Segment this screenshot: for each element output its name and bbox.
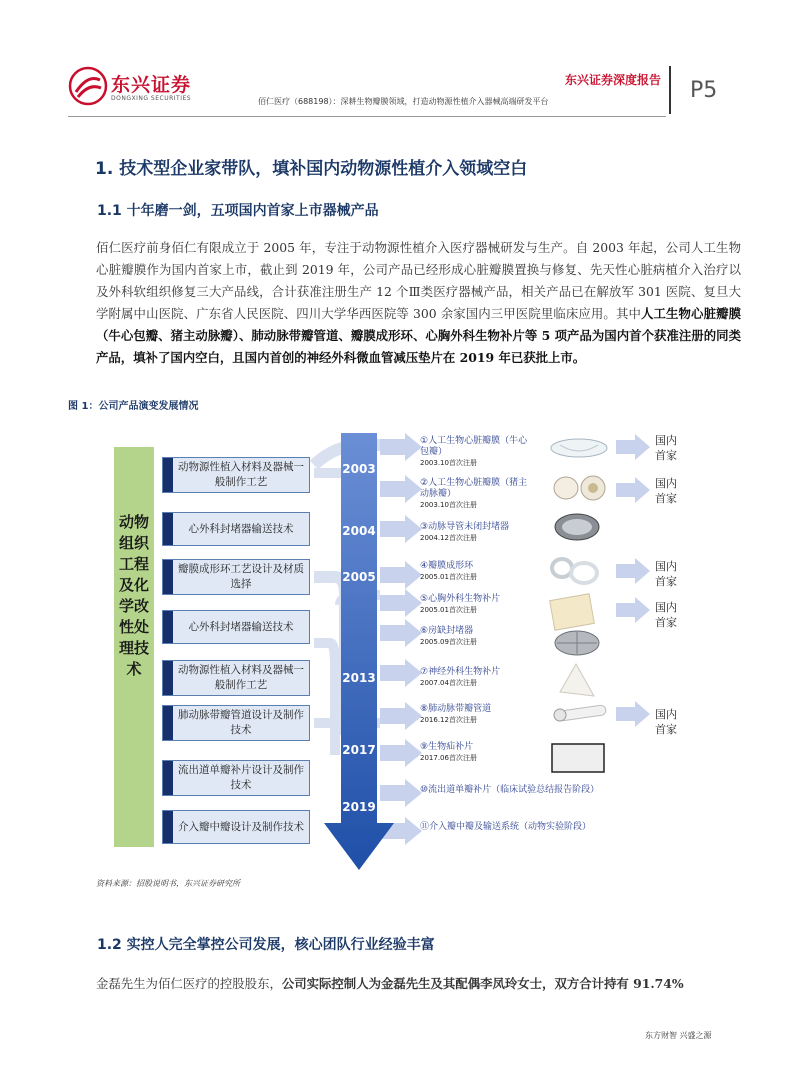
product-label: [420, 436, 530, 469]
paragraph-bold-text: 人工生物心脏瓣膜（牛心包瓣、猪主动脉瓣）、肺动脉带瓣管道、瓣膜成形环、心胸外科生物补片等 5 项产品为国内首个获准注册的同类产品，填补了国内空白，且国内首创的神经外科微血管减压垫片在 2019 年已获批上市。: [96, 306, 741, 365]
product-label: [420, 626, 540, 648]
page-number: P5: [690, 78, 718, 103]
connector-curve: [314, 643, 335, 755]
year-label: 2019: [342, 800, 376, 814]
logo-text: 东兴证券: [111, 74, 192, 96]
product-name: ⑥房缺封堵器: [420, 626, 474, 636]
product-label: [420, 704, 540, 726]
paragraph-text: 金磊先生为佰仁医疗的控股股东，: [96, 976, 282, 991]
header-divider: [669, 66, 671, 114]
product-name: ①人工生物心脏瓣膜（牛心包瓣）: [420, 436, 528, 457]
subsection-heading: 1.2 实控人完全掌控公司发展，核心团队行业经验丰富: [97, 937, 435, 953]
product-name: ④瓣膜成形环: [420, 561, 474, 571]
product-name: ②人工生物心脏瓣膜（猪主动脉瓣）: [420, 478, 528, 499]
product-label: [420, 522, 540, 544]
header-rule: [68, 116, 666, 117]
pulmonary-valved-conduit-image: [548, 704, 610, 724]
section-heading: 1. 技术型企业家带队，填补国内动物源性植介入领域空白: [95, 159, 528, 179]
year-label: 2017: [342, 743, 376, 757]
year-label: 2013: [342, 671, 376, 685]
process-box-label: 心外科封堵器输送技术: [188, 620, 294, 633]
process-box: [162, 760, 310, 796]
product-label: [420, 561, 540, 583]
product-label: [420, 822, 660, 833]
product-date: 2016.12首次注册: [420, 716, 477, 724]
product-name: ③动脉导管未闭封堵器: [420, 522, 510, 532]
domestic-first-label: 国内首家: [655, 601, 677, 629]
pda-occluder-image: [552, 512, 602, 542]
year-label: 2004: [342, 524, 376, 538]
subsection-heading: 1.1 十年磨一剑，五项国内首家上市器械产品: [97, 203, 379, 219]
body-paragraph: [96, 973, 756, 995]
domestic-first-label: 国内首家: [655, 477, 677, 505]
year-label: 2003: [342, 462, 376, 476]
product-label: [420, 785, 660, 796]
logo-english: DONGXING SECURITIES: [111, 95, 192, 102]
product-date: 2005.01首次注册: [420, 573, 477, 581]
process-box: [162, 705, 310, 741]
product-date: 2004.12首次注册: [420, 534, 477, 542]
product-name: ⑪介入瓣中瓣及输送系统（动物实验阶段）: [420, 822, 592, 832]
product-label: [420, 478, 530, 511]
process-box: [162, 457, 310, 493]
product-name: ⑤心胸外科生物补片: [420, 594, 501, 604]
process-box-label: 动物源性植入材料及器械一般制作工艺: [178, 664, 304, 691]
bovine-pericardial-valve-image: [548, 437, 610, 459]
process-box: [162, 660, 310, 696]
figure-source: 资料来源：招股说明书，东兴证券研究所: [96, 879, 240, 888]
company-logo-icon: [68, 66, 108, 106]
process-box-label: 瓣膜成形环工艺设计及材质选择: [178, 563, 304, 590]
cardiothoracic-patch-image: [548, 593, 602, 633]
product-date: 2005.01首次注册: [420, 606, 477, 614]
footer-slogan: 东方财智 兴盛之源: [645, 1031, 712, 1040]
process-box-label: 动物源性植入材料及器械一般制作工艺: [178, 461, 304, 488]
side-label: 动物组织工程及化学改性处理技术: [118, 513, 149, 678]
process-box: [162, 559, 310, 595]
product-label: [420, 594, 540, 616]
figure-title: 图 1：公司产品演变发展情况: [68, 401, 199, 412]
product-name: ⑦神经外科生物补片: [420, 667, 501, 677]
process-box-label: 流出道单瓣补片设计及制作技术: [178, 764, 304, 791]
domestic-first-label: 国内首家: [655, 434, 677, 462]
domestic-first-label: 国内首家: [655, 560, 677, 588]
product-name: ⑩流出道单瓣补片（临床试验总结报告阶段）: [420, 785, 600, 795]
report-subtitle: 佰仁医疗（688198）：深耕生物瓣膜领域，打造动物源性植介入器械高端研发平台: [258, 97, 549, 106]
product-arrows: [380, 433, 422, 845]
domestic-arrows: [616, 434, 650, 727]
process-box-label: 介入瓣中瓣设计及制作技术: [178, 820, 304, 833]
product-date: 2007.04首次注册: [420, 679, 477, 687]
neurosurgical-patch-image: [556, 662, 596, 700]
year-label: 2005: [342, 570, 376, 584]
product-label: [420, 667, 540, 689]
domestic-first-label: 国内首家: [655, 708, 677, 736]
product-date: 2005.09首次注册: [420, 638, 477, 646]
product-date: 2003.10首次注册: [420, 459, 477, 467]
product-date: 2017.06首次注册: [420, 754, 477, 762]
product-label: [420, 742, 540, 764]
process-box-label: 肺动脉带瓣管道设计及制作技术: [178, 709, 304, 736]
hernia-patch-image: [548, 741, 608, 775]
paragraph-bold-text: 公司实际控制人为金磊先生及其配偶李凤玲女士，双方合计持有 91.74%: [281, 976, 684, 991]
paragraph-text: 佰仁医疗前身佰仁有限成立于 2005 年，专注于动物源性植介入医疗器械研发与生产。自 2003 年起，公司人工生物心脏瓣膜作为国内首家上市，截止到 2019 年，公司产品已经形成心脏瓣膜置换与修复、先天性心脏病植介入治疗以及外科软组织修复三大产品线，合计获准注册生产 12 个Ⅲ类医疗器械产品，相关产品已在解放军 301 医院、复旦大学附属中山医院、广东省人民医院、四川大学华西医院等 300 余家国内三甲医院里临床应用。其中: [96, 240, 741, 321]
process-box-label: 心外科封堵器输送技术: [188, 522, 294, 535]
product-date: 2003.10首次注册: [420, 501, 477, 509]
report-brand: 东兴证券深度报告: [565, 73, 662, 87]
asd-occluder-image: [552, 628, 602, 658]
process-box: [162, 810, 310, 844]
porcine-aortic-valve-image: [548, 473, 610, 503]
annuloplasty-ring-image: [548, 556, 600, 586]
product-name: ⑧肺动脉带瓣管道: [420, 704, 492, 714]
body-paragraph: [96, 237, 741, 369]
product-name: ⑨生物疝补片: [420, 742, 474, 752]
process-box: [162, 512, 310, 546]
process-box: [162, 610, 310, 644]
